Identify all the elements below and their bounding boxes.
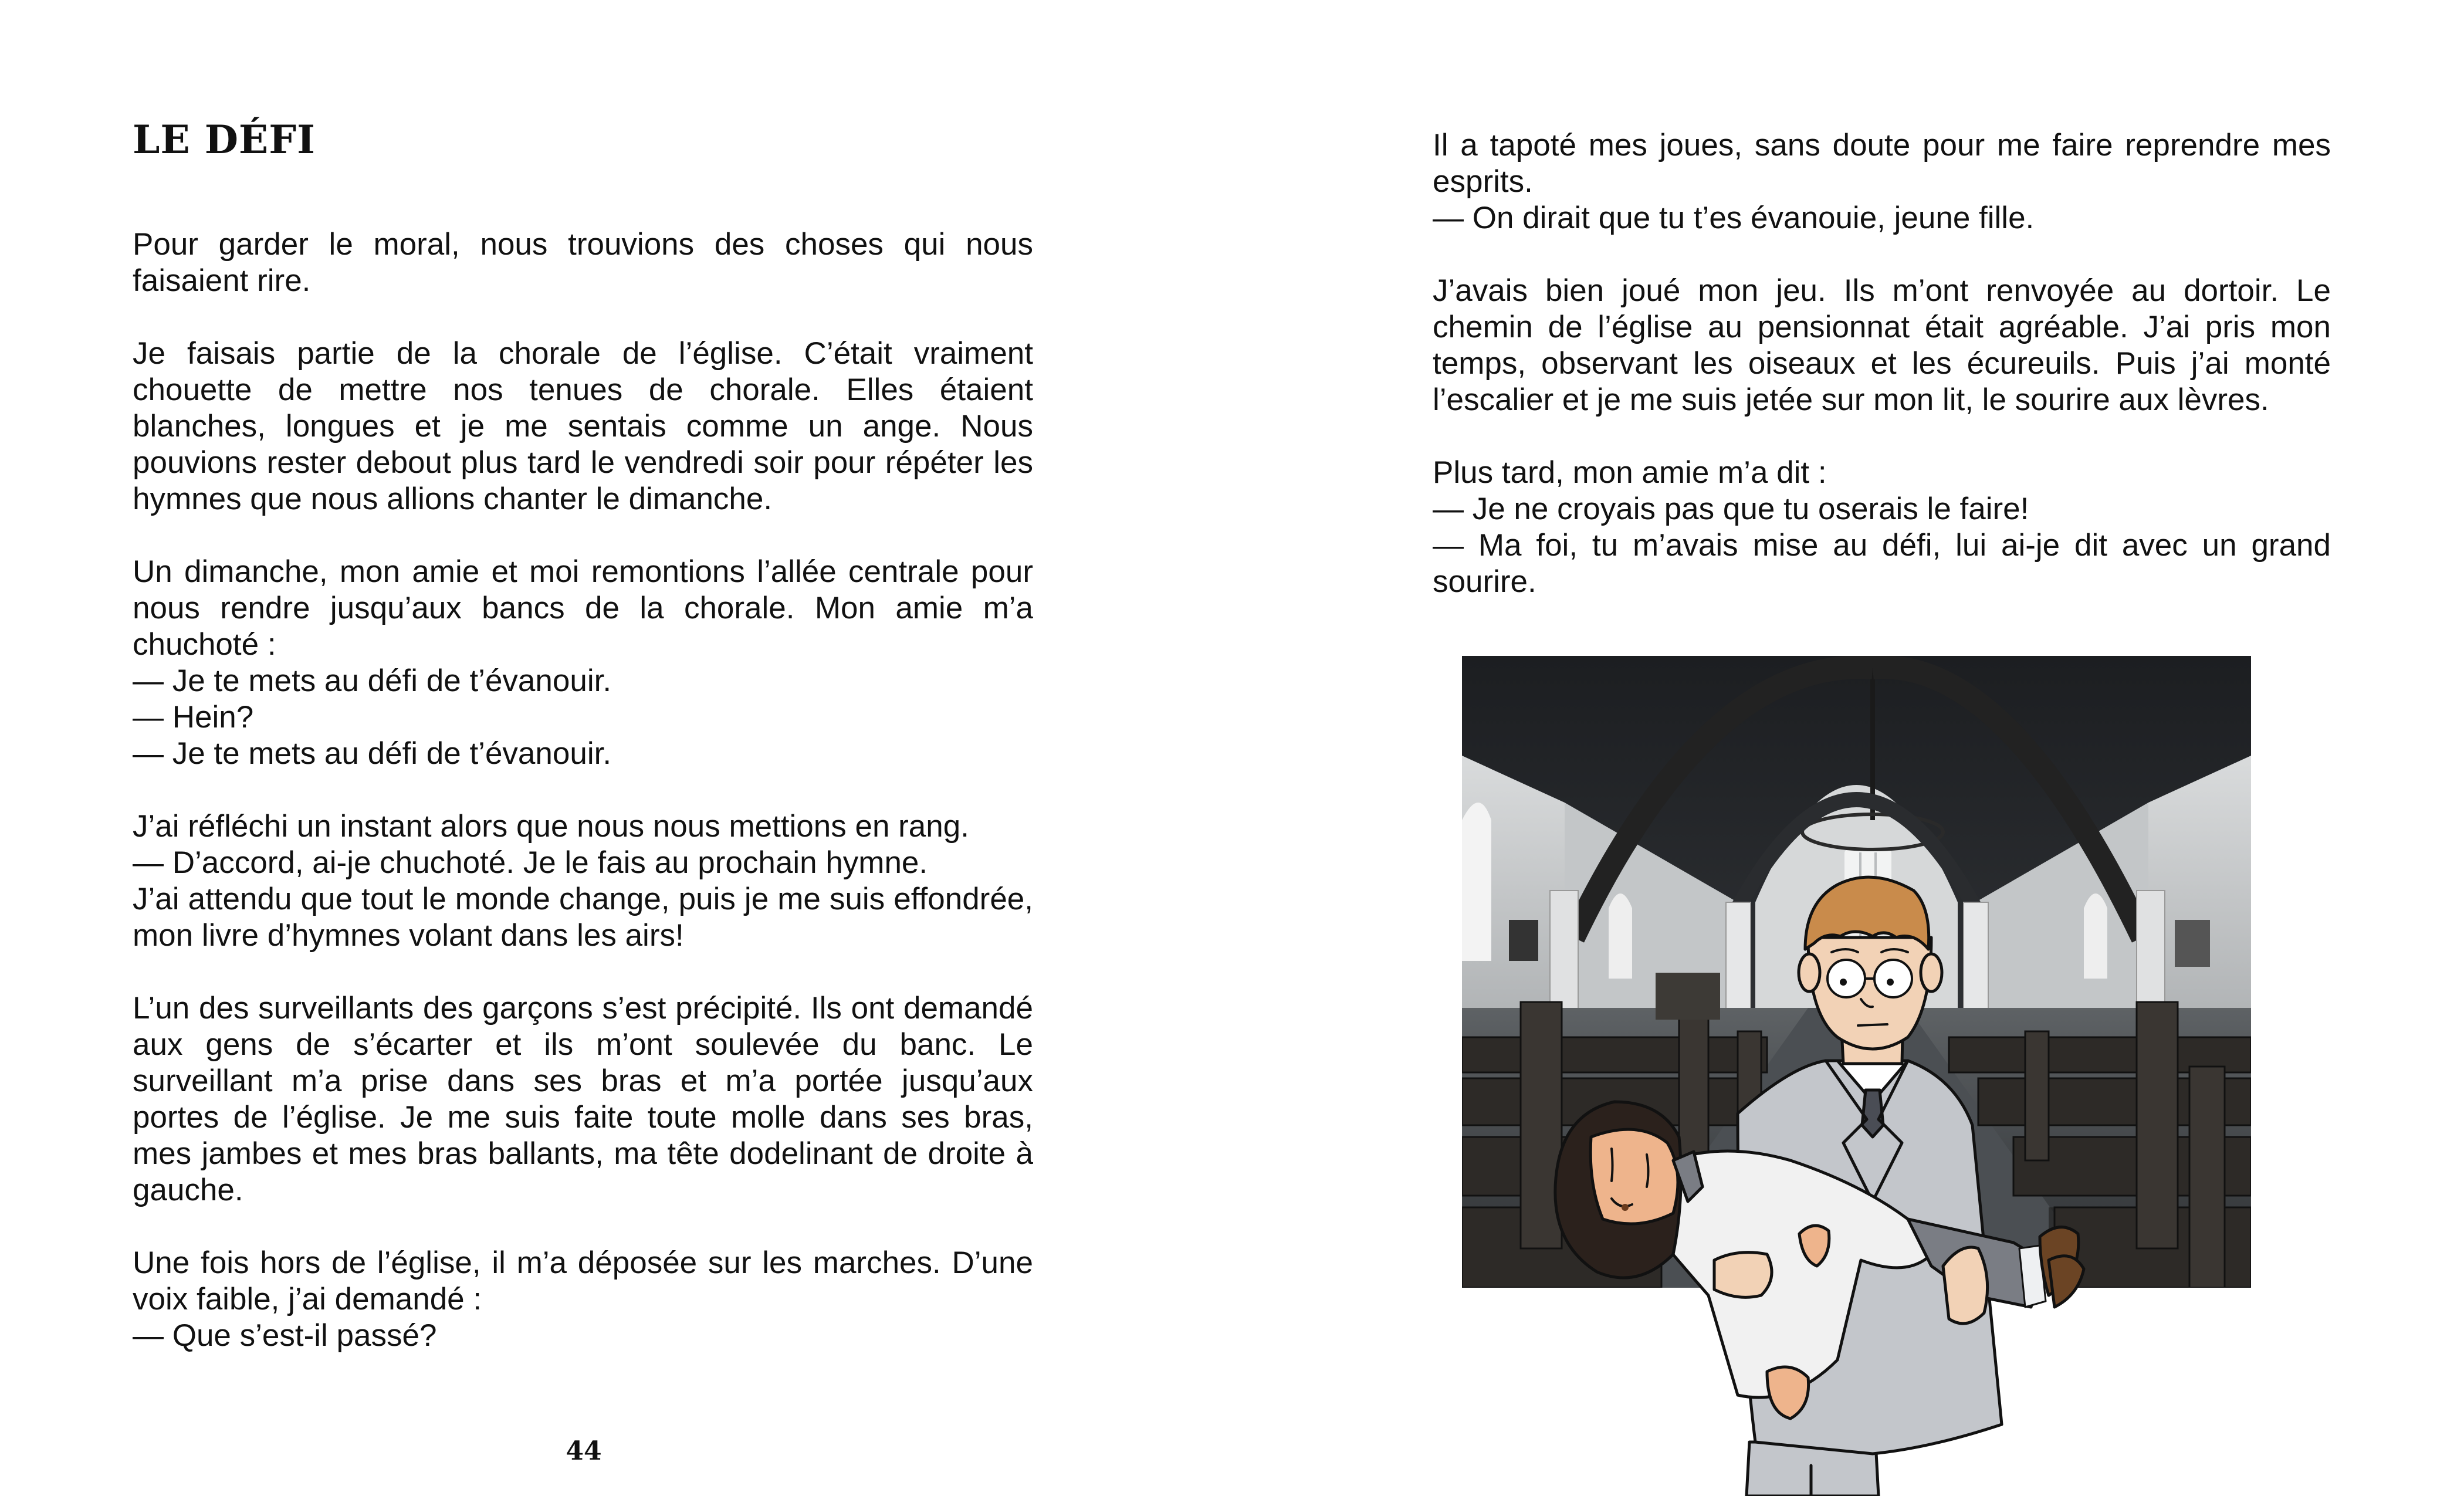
paragraph — [1433, 127, 2331, 236]
paragraph — [1433, 455, 2331, 600]
dialogue-line: — D’accord, ai-je chuchoté. Je le fais au prochain hymne. — [133, 845, 928, 880]
text-line: Plus tard, mon amie m’a dit : — [1433, 455, 1827, 490]
text-line: J’avais bien joué mon jeu. Ils m’ont renvoyée au dortoir. Le chemin de l’église au pensionnat était agréable. J’ai pris mon temps, observant les oiseaux et les écureuils. Puis j’ai monté l’escalier et je me suis jetée sur mon lit, le sourire aux lèvres. — [1433, 273, 2331, 417]
text-line: J’ai attendu que tout le monde change, puis je me suis effondrée, mon livre d’hymnes volant dans les airs! — [133, 882, 1033, 953]
glasses-left — [1827, 960, 1865, 997]
text-line: L’un des surveillants des garçons s’est précipité. Ils ont demandé aux gens de s’écarter et ils m’ont soulevée du banc. Le surveillant m’a prise dans ses bras et m’a portée jusqu’aux portes de l’église. Je me suis faite toute molle dans ses bras, mes jambes et mes bras ballants, ma tête dodelinant de droite à gauche. — [133, 991, 1033, 1207]
man-hand-right — [1943, 1247, 1988, 1324]
text-line: Je faisais partie de la chorale de l’église. C’était vraiment chouette de mettre nos tenues de chorale. Elles étaient blanches, longues et je me sentais comme un ange. Nous pouvions rester debout plus tard le vendredi soir pour répéter les hymnes que nous allions chanter le dimanche. — [133, 336, 1033, 516]
cartoon-characters — [1462, 656, 2251, 1496]
right-page-body — [1433, 127, 2331, 600]
dialogue-line: — Je te mets au défi de t’évanouir. — [133, 736, 612, 771]
paragraph — [133, 554, 1033, 772]
dialogue-line: — Je te mets au défi de t’évanouir. — [133, 664, 612, 698]
paragraph — [1433, 273, 2331, 418]
girl-face — [1590, 1129, 1678, 1224]
glasses-right — [1874, 960, 1912, 997]
paragraph — [133, 990, 1033, 1209]
dialogue-line: — Ma foi, tu m’avais mise au défi, lui ai-je dit avec un grand sourire. — [1433, 528, 2331, 599]
text-line: Un dimanche, mon amie et moi remontions l’allée centrale pour nous rendre jusqu’aux bancs de la chorale. Mon amie m’a chuchoté : — [133, 554, 1033, 662]
chapter-title: LE DÉFI — [133, 117, 316, 163]
paragraph — [133, 226, 1033, 299]
paragraph — [133, 1245, 1033, 1354]
man-head — [1808, 937, 1931, 1049]
text-line: Une fois hors de l’église, il m’a déposée sur les marches. D’une voix faible, j’ai demandé : — [133, 1245, 1033, 1316]
text-line: Pour garder le moral, nous trouvions des choses qui nous faisaient rire. — [133, 227, 1033, 298]
text-line: J’ai réfléchi un instant alors que nous nous mettions en rang. — [133, 809, 969, 844]
dialogue-line: — Hein? — [133, 700, 254, 735]
text-line: Il a tapoté mes joues, sans doute pour me faire reprendre mes esprits. — [1433, 128, 2331, 199]
man-hand-left — [1714, 1253, 1772, 1298]
dialogue-line: — On dirait que tu t’es évanouie, jeune fille. — [1433, 201, 2035, 235]
page-number: 44 — [566, 1436, 602, 1466]
dialogue-line: — Je ne croyais pas que tu oserais le faire! — [1433, 492, 2029, 526]
illustration — [1462, 656, 2251, 1496]
paragraph — [133, 336, 1033, 517]
paragraph — [133, 808, 1033, 954]
dialogue-line: — Que s’est-il passé? — [133, 1318, 437, 1353]
left-page-body — [133, 226, 1033, 1354]
